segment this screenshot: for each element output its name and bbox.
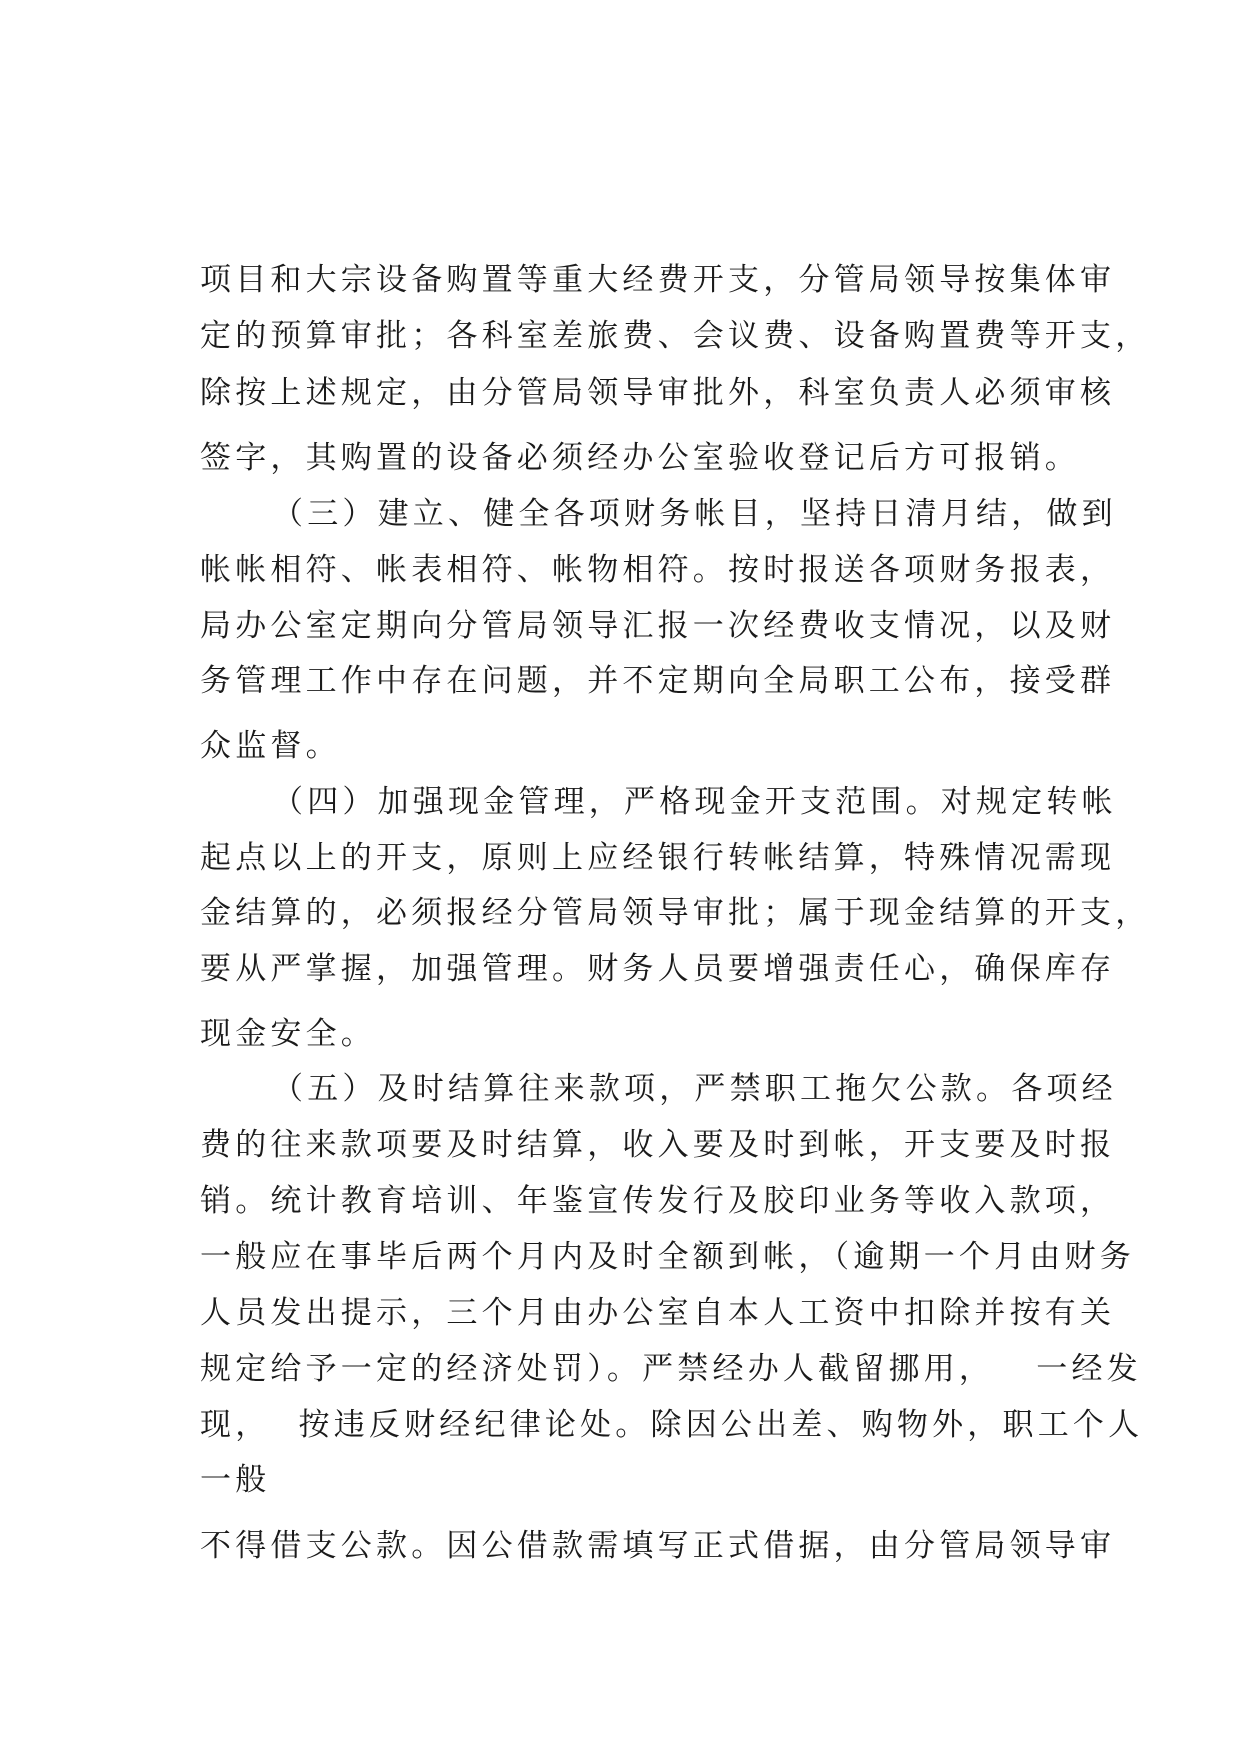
body-text-line: 务管理工作中存在问题，并不定期向全局职工公布，接受群 [200,663,1116,699]
paragraph-heading-line: （五）及时结算往来款项，严禁职工拖欠公款。各项经 [272,1071,1117,1107]
body-text-line: 起点以上的开支，原则上应经银行转帐结算，特殊情况需现 [200,840,1116,876]
body-text-line: 现， 按违反财经纪律论处。除因公出差、购物外，职工个人 [200,1407,1144,1443]
body-text-line: 一般 [200,1462,271,1498]
body-text-line: 规定给予一定的经济处罚）。严禁经办人截留挪用， 一经发 [200,1351,1142,1387]
body-text-line: 除按上述规定，由分管局领导审批外，科室负责人必须审核 [200,375,1116,411]
body-text-line: 人员发出提示，三个月由办公室自本人工资中扣除并按有关 [200,1295,1116,1331]
body-text-line: 帐帐相符、帐表相符、帐物相符。按时报送各项财务报表， [200,552,1116,588]
body-text-line: 项目和大宗设备购置等重大经费开支，分管局领导按集体审 [200,262,1116,298]
paragraph-heading-line: （三）建立、健全各项财务帐目，坚持日清月结，做到 [272,496,1117,532]
body-text-line: 局办公室定期向分管局领导汇报一次经费收支情况，以及财 [200,608,1116,644]
body-text-line: 销。统计教育培训、年鉴宣传发行及胶印业务等收入款项， [200,1183,1116,1219]
body-text-line: 费的往来款项要及时结算，收入要及时到帐，开支要及时报 [200,1127,1116,1163]
body-text-line: 定的预算审批；各科室差旅费、会议费、设备购置费等开支， [200,318,1151,354]
body-text-line: 签字，其购置的设备必须经办公室验收登记后方可报销。 [200,440,1080,476]
body-text-line: 一般应在事毕后两个月内及时全额到帐，（逾期一个月由财务 [200,1239,1135,1275]
body-text-line: 现金安全。 [200,1016,376,1052]
body-text-line: 要从严掌握，加强管理。财务人员要增强责任心，确保库存 [200,951,1116,987]
body-text-line: 不得借支公款。因公借款需填写正式借据，由分管局领导审 [200,1528,1116,1564]
paragraph-heading-line: （四）加强现金管理，严格现金开支范围。对规定转帐 [272,784,1117,820]
body-text-line: 金结算的，必须报经分管局领导审批；属于现金结算的开支， [200,895,1151,931]
body-text-line: 众监督。 [200,728,341,764]
